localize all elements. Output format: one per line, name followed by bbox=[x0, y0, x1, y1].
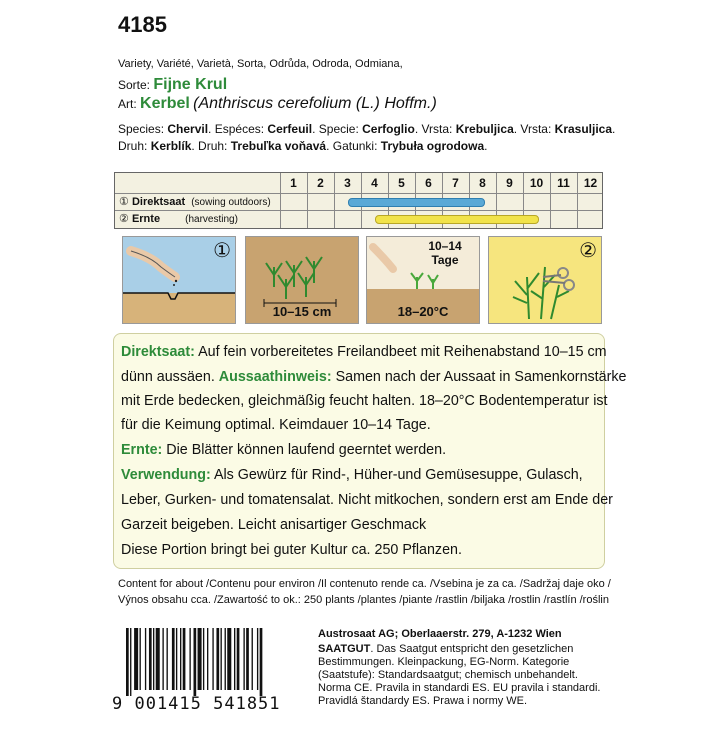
barcode-bar bbox=[243, 628, 244, 690]
month-number: 9 bbox=[506, 176, 513, 190]
sowing-marker: ① bbox=[119, 196, 129, 208]
content-line-2: Výnos obsahu cca. /Zawartość to ok.: 250 plants /plantes /piante /rastlin /biljaka /rostlin /rastlín /roślin bbox=[118, 594, 609, 606]
art-latin: (Anthriscus cerefolium (L.) Hoffm.) bbox=[193, 95, 437, 112]
barcode-bar bbox=[198, 628, 202, 690]
barcode-bar bbox=[221, 628, 222, 690]
barcode-bar bbox=[130, 628, 131, 696]
calendar-row-divider bbox=[115, 210, 602, 211]
barcode-bar bbox=[149, 628, 152, 690]
address-line-5: Norma CE. Pravila in standardi ES. EU pravila i standardi. bbox=[318, 682, 601, 694]
direktsaat-text: Auf fein vorbereitetes Freilandbeet mit Reihenabstand 10–15 cm bbox=[194, 344, 607, 360]
product-code: 4185 bbox=[118, 12, 167, 37]
calendar-row-divider bbox=[115, 193, 602, 194]
barcode-digits: 9 001415 541851 bbox=[112, 694, 281, 714]
instr-line-9: Diese Portion bringt bei guter Kultur ca. 250 Pflanzen. bbox=[121, 542, 462, 558]
barcode-bar bbox=[260, 628, 263, 696]
species-value: Krasuljica bbox=[554, 122, 613, 136]
barcode-bar bbox=[134, 628, 138, 690]
step-2-badge: ② bbox=[579, 240, 597, 262]
month-number: 10 bbox=[529, 176, 544, 190]
species-label: Druh: bbox=[118, 139, 151, 153]
species-value: Trybuła ogrodowa bbox=[380, 139, 485, 153]
barcode-bar bbox=[194, 628, 197, 696]
variety-languages: Variety, Variété, Varietà, Sorta, Odrůda, Odroda, Odmiana, bbox=[118, 58, 403, 70]
germination-days: 10–14 Tage bbox=[428, 239, 462, 267]
address-line-3: Bestimmungen. Kleinpackung, EG-Norm. Kategorie bbox=[318, 656, 570, 668]
sowing-picture bbox=[122, 236, 236, 324]
barcode-bar bbox=[203, 628, 204, 690]
species-label: . Specie: bbox=[312, 122, 363, 136]
species-line-2 bbox=[118, 139, 487, 153]
species-value: Krebuljica bbox=[455, 122, 514, 136]
species-value: Chervil bbox=[167, 122, 209, 136]
art-row bbox=[118, 95, 437, 113]
barcode-bar bbox=[167, 628, 168, 690]
barcode-bar bbox=[153, 628, 154, 690]
saatgut-label: SAATGUT bbox=[318, 643, 371, 655]
instructions-box bbox=[113, 333, 627, 569]
species-value: Cerfeuil bbox=[267, 122, 313, 136]
month-number: 12 bbox=[583, 176, 598, 190]
address-line-4: (Saatstufe): Standardsaatgut; chemisch unbehandelt. bbox=[318, 669, 578, 681]
spacing-picture bbox=[245, 236, 359, 324]
species-label: . Vrsta: bbox=[513, 122, 555, 136]
sowing-note: (sowing outdoors) bbox=[191, 197, 271, 208]
instr-line-2 bbox=[121, 369, 626, 385]
species-label: Species: bbox=[118, 122, 168, 136]
barcode bbox=[112, 628, 308, 714]
barcode-bar bbox=[246, 628, 249, 690]
species-value: Cerfoglio bbox=[362, 122, 415, 136]
month-number: 4 bbox=[371, 176, 378, 190]
temperature-caption: 18–20°C bbox=[397, 304, 449, 319]
harvest-marker: ② bbox=[119, 213, 129, 225]
saatgut-text: . Das Saatgut entspricht den gesetzlichen bbox=[370, 643, 574, 655]
company-address: Austrosaat AG; Oberlaaerstr. 279, A-1232 Wien bbox=[318, 628, 562, 640]
barcode-bar bbox=[126, 628, 129, 696]
species-label: . Gatunki: bbox=[326, 139, 381, 153]
step-1-badge: ① bbox=[213, 240, 231, 262]
art-value: Kerbel bbox=[140, 95, 190, 112]
instr-text-2b: Samen nach der Aussaat in Samenkornstärke bbox=[331, 369, 627, 385]
barcode-bar bbox=[145, 628, 146, 690]
address-line-6: Pravidlá štandardy ES. Prawa i normy WE. bbox=[318, 695, 528, 707]
direktsaat-label: Direktsaat: bbox=[121, 344, 195, 360]
species-label: . bbox=[484, 139, 488, 153]
species-label: . Espéces: bbox=[208, 122, 268, 136]
barcode-bar bbox=[216, 628, 219, 690]
barcode-bar bbox=[180, 628, 181, 690]
aussaathinweis-label: Aussaathinweis: bbox=[218, 369, 332, 385]
germination-picture bbox=[366, 236, 480, 324]
barcode-bar bbox=[140, 628, 141, 690]
month-number: 7 bbox=[452, 176, 459, 190]
sorte-value: Fijne Krul bbox=[153, 76, 228, 93]
barcode-bar bbox=[156, 628, 160, 690]
species-line-1 bbox=[118, 122, 615, 136]
calendar-row-harvest bbox=[119, 212, 238, 225]
month-number: 11 bbox=[557, 176, 570, 190]
sowing-name: Direktsaat bbox=[131, 196, 186, 208]
instr-line-5 bbox=[121, 442, 446, 458]
harvest-note: (harvesting) bbox=[185, 214, 238, 225]
barcode-bar bbox=[252, 628, 253, 690]
month-number: 6 bbox=[425, 176, 432, 190]
barcode-bars bbox=[112, 628, 308, 698]
instr-line-3: mit Erde bedecken, gleichmäßig feucht halten. 18–20°C Bodentemperatur ist bbox=[121, 393, 608, 409]
verwendung-label: Verwendung: bbox=[121, 467, 211, 483]
sowing-calendar bbox=[114, 172, 603, 229]
art-label: Art: bbox=[118, 97, 137, 111]
germination-time bbox=[415, 239, 475, 267]
barcode-bar bbox=[257, 628, 258, 690]
barcode-bar bbox=[207, 628, 208, 690]
barcode-bar bbox=[227, 628, 231, 690]
calendar-row-sowing bbox=[119, 195, 271, 208]
barcode-bar bbox=[234, 628, 235, 690]
ernte-text: Die Blätter können laufend geerntet werden. bbox=[162, 442, 447, 458]
harvest-picture bbox=[488, 236, 602, 324]
instr-line-6 bbox=[121, 467, 583, 483]
sowing-period-bar bbox=[348, 198, 485, 207]
barcode-bar bbox=[172, 628, 175, 690]
content-line-1: Content for about /Contenu pour environ /Il contenuto rende ca. /Vsebina je za ca. /Sadržaj daje oko / bbox=[118, 578, 611, 590]
species-value: Kerblík bbox=[150, 139, 192, 153]
month-number: 2 bbox=[317, 176, 324, 190]
verwendung-text: Als Gewürz für Rind-, Hüher-und Gemüsesuppe, Gulasch, bbox=[210, 467, 583, 483]
month-number: 1 bbox=[290, 176, 297, 190]
barcode-bar bbox=[183, 628, 186, 690]
address-line-2 bbox=[318, 643, 573, 656]
month-number: 8 bbox=[479, 176, 486, 190]
instr-text-2a: dünn aussäen. bbox=[121, 369, 219, 385]
month-number: 3 bbox=[344, 176, 351, 190]
species-value: Trebuľka voňavá bbox=[230, 139, 327, 153]
instr-line-7: Leber, Gurken- und tomatensalat. Nicht mitkochen, sondern erst am Ende der bbox=[121, 492, 613, 508]
barcode-bar bbox=[189, 628, 190, 690]
instr-line-4: für die Keimung optimal. Keimdauer 10–14 Tage. bbox=[121, 417, 431, 433]
ernte-label: Ernte: bbox=[121, 442, 163, 458]
species-label: . Druh: bbox=[191, 139, 231, 153]
species-label: . Vrsta: bbox=[414, 122, 456, 136]
spacing-caption: 10–15 cm bbox=[272, 304, 332, 319]
instr-line-8: Garzeit beigeben. Leicht anisartiger Geschmack bbox=[121, 517, 427, 533]
barcode-bar bbox=[237, 628, 240, 690]
harvest-name: Ernte bbox=[131, 213, 161, 225]
sorte-label: Sorte: bbox=[118, 78, 151, 92]
sorte-row bbox=[118, 76, 227, 94]
barcode-bar bbox=[162, 628, 163, 690]
harvest-period-bar bbox=[375, 215, 539, 224]
species-label: . bbox=[612, 122, 616, 136]
instr-line-1 bbox=[121, 344, 607, 360]
barcode-bar bbox=[176, 628, 177, 690]
barcode-bar bbox=[212, 628, 213, 690]
month-number: 5 bbox=[398, 176, 405, 190]
barcode-bar bbox=[225, 628, 226, 690]
